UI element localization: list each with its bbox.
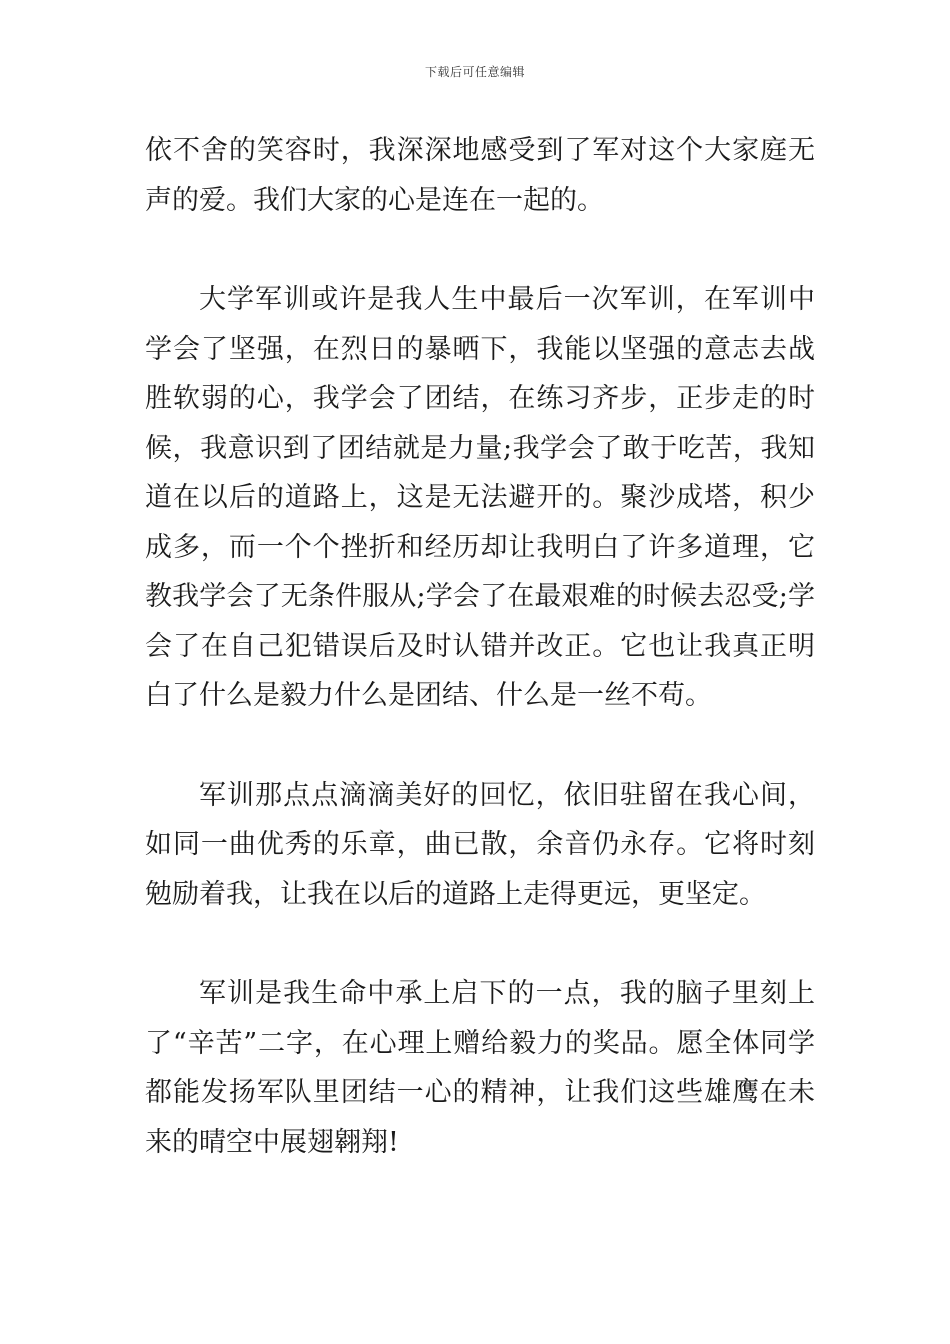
- paragraph-3: 军训那点点滴滴美好的回忆，依旧驻留在我心间，如同一曲优秀的乐章，曲已散，余音仍永存。它将时刻勉励着我，让我在以后的道路上走得更远，更坚定。: [145, 779, 815, 910]
- paragraph-1: 依不舍的笑容时，我深深地感受到了军对这个大家庭无声的爱。我们大家的心是连在一起的。: [145, 135, 815, 216]
- paragraph-4: 军训是我生命中承上启下的一点，我的脑子里刻上了“辛苦”二字，在心理上赠给毅力的奖品。愿全体同学都能发扬军队里团结一心的精神，让我们这些雄鹰在未来的晴空中展翅翱翔!: [145, 978, 815, 1158]
- document-body: [145, 126, 815, 1167]
- paragraph-2: 大学军训或许是我人生中最后一次军训，在军训中学会了坚强，在烈日的暴晒下，我能以坚强的意志去战胜软弱的心，我学会了团结，在练习齐步，正步走的时候，我意识到了团结就是力量;我学会了敢于吃苦，我知道在以后的道路上，这是无法避开的。聚沙成塔，积少成多，而一个个挫折和经历却让我明白了许多道理，它教我学会了无条件服从;学会了在最艰难的时候去忍受;学会了在自己犯错误后及时认错并改正。它也让我真正明白了什么是毅力什么是团结、什么是一丝不苟。: [145, 284, 815, 711]
- page-header: 下载后可任意编辑: [424, 65, 525, 79]
